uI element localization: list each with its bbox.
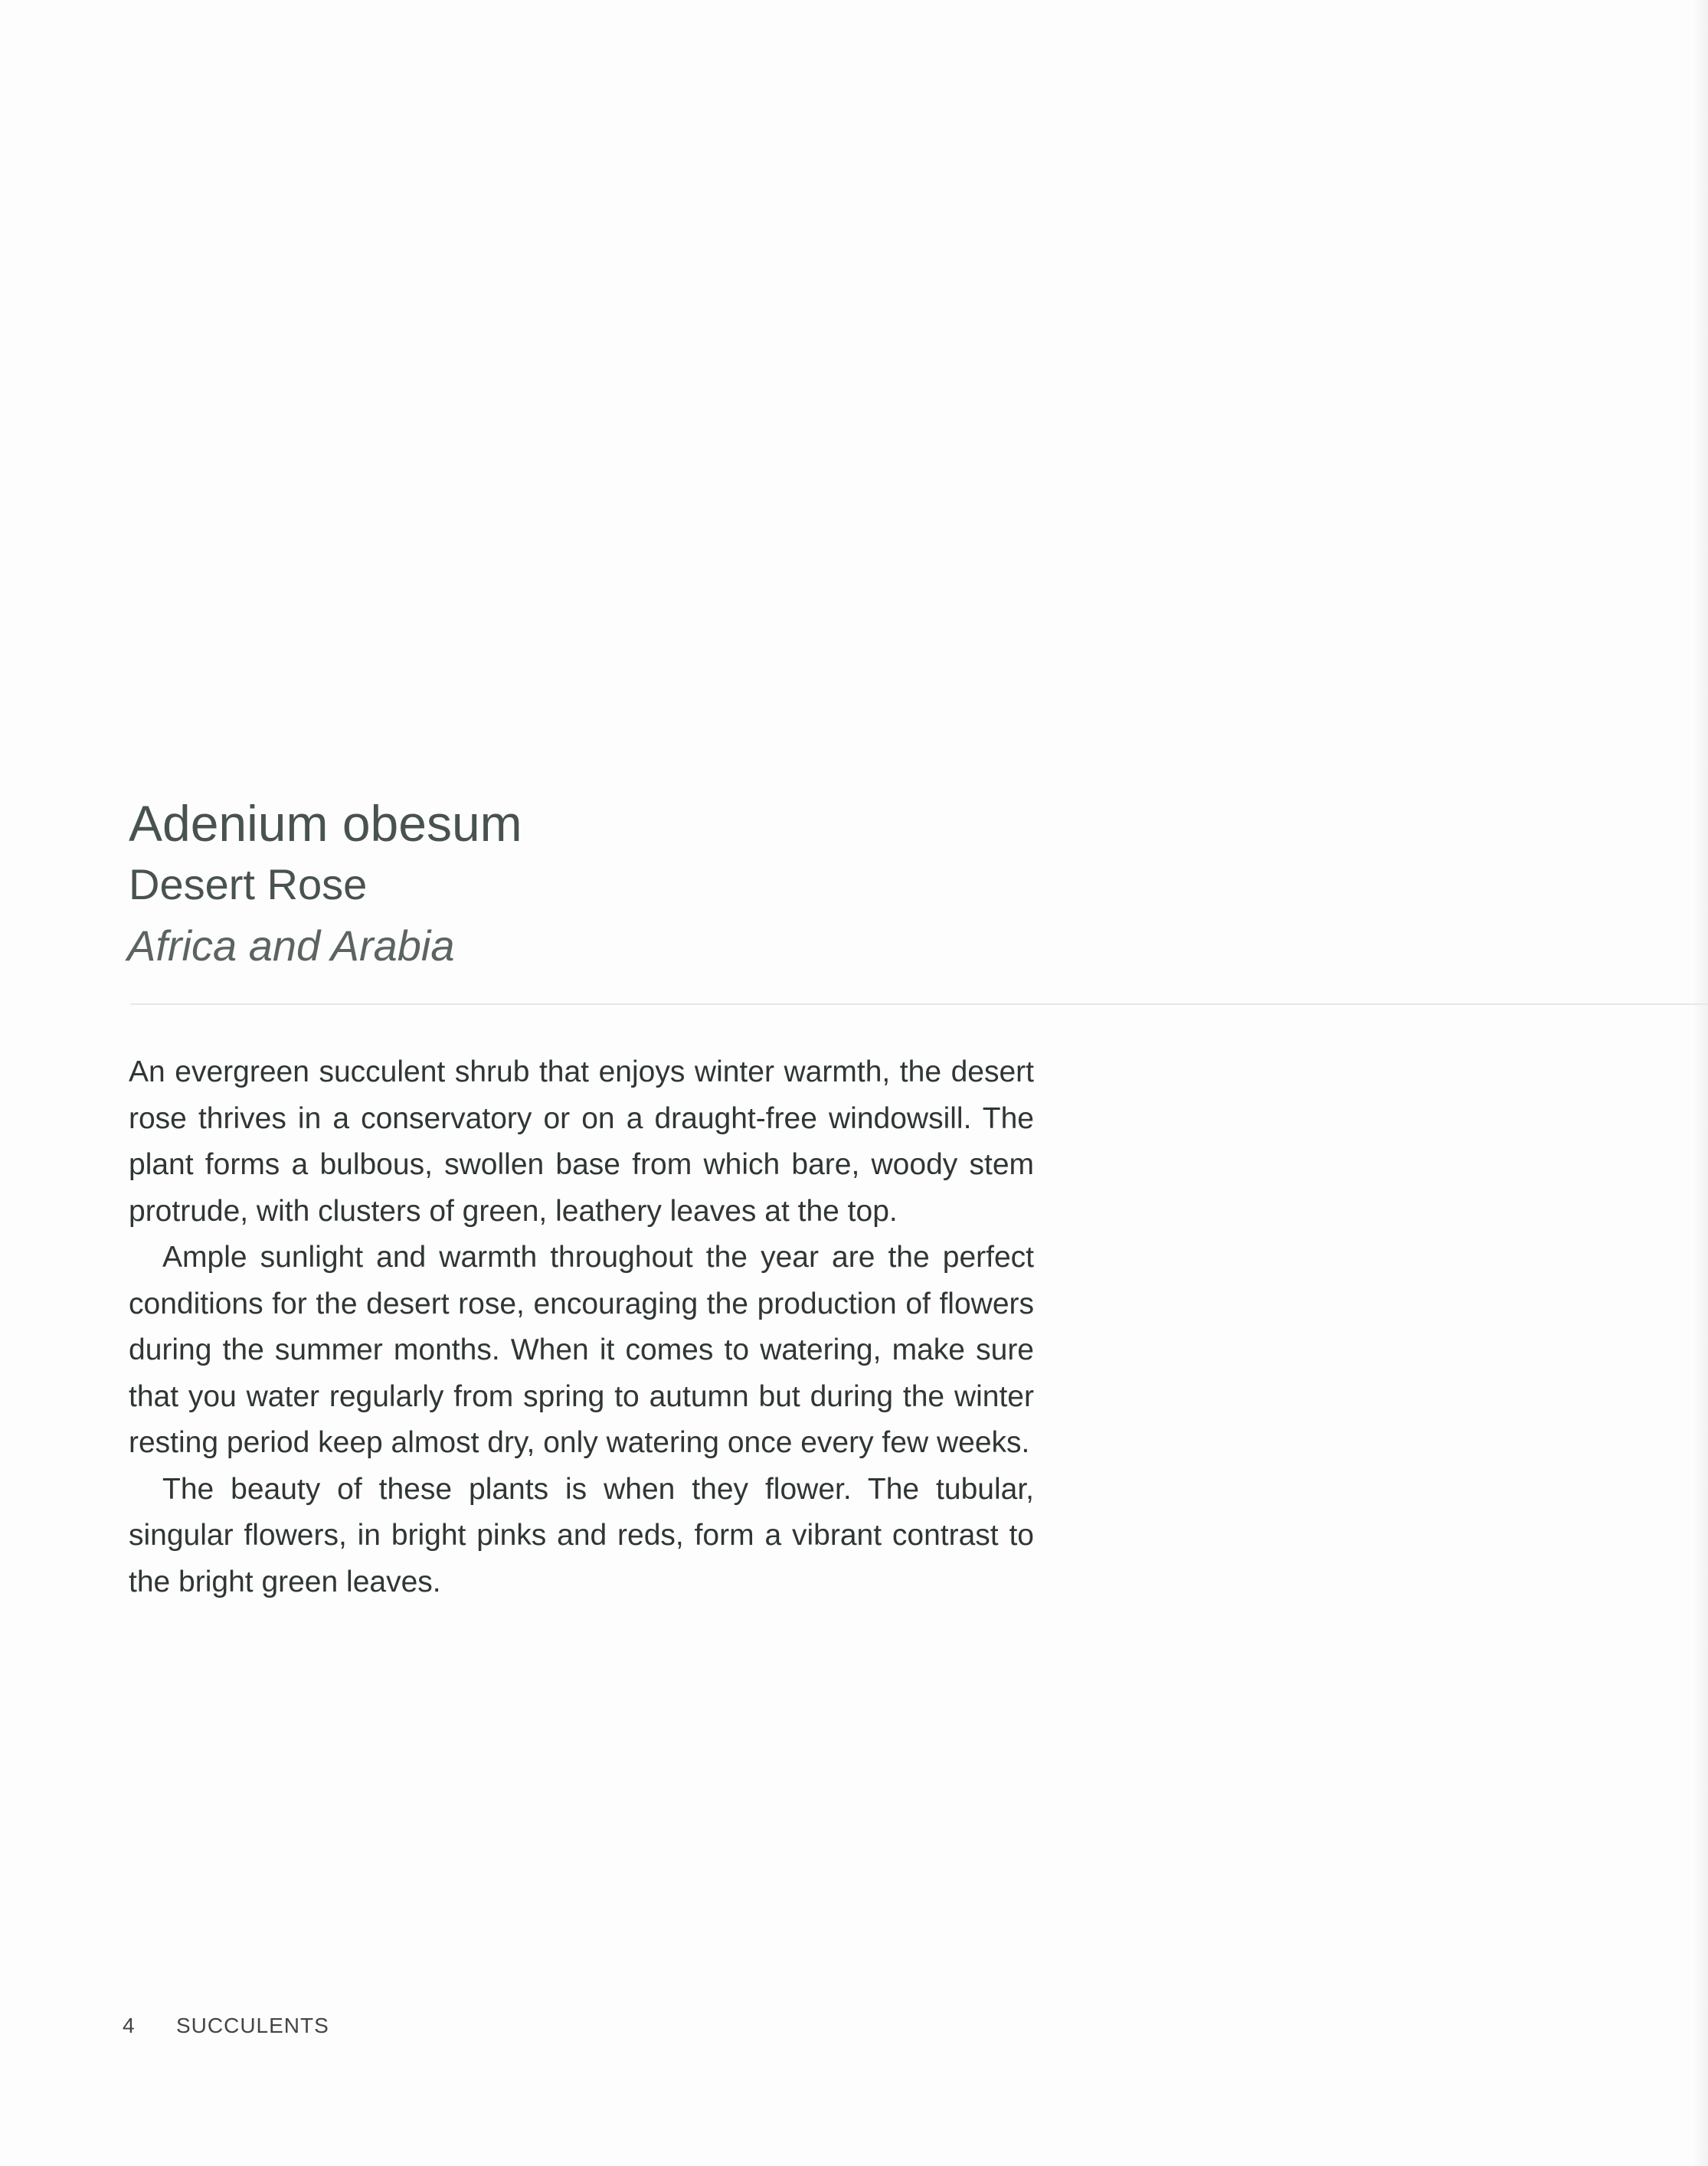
common-name-subheading: Desert Rose bbox=[129, 860, 368, 908]
body-text bbox=[129, 1049, 1034, 1605]
body-paragraph: Ample sunlight and warmth throughout the year are the perfect conditions for the desert rose, encouraging the production of flowers during the summer months. When it comes to watering, make sure that you water regularly from spring to autumn but during the winter resting period keep almost dry, only watering once every few weeks. bbox=[129, 1241, 1034, 1459]
page-edge-shadow bbox=[1694, 0, 1708, 2166]
section-running-footer: SUCCULENTS bbox=[176, 2014, 329, 2037]
body-paragraph: An evergreen succulent shrub that enjoys winter warmth, the desert rose thrives in a conservatory or on a draught-free windowsill. The plant forms a bulbous, swollen base from which bare, woody stem protrude, with clusters of green, leathery leaves at the top. bbox=[129, 1055, 1034, 1228]
botanical-name-heading: Adenium obesum bbox=[129, 795, 522, 852]
divider-rule bbox=[130, 1003, 1708, 1005]
body-paragraph: The beauty of these plants is when they flower. The tubular, singular flowers, in bright pinks and reds, form a vibrant contrast to the bright green leaves. bbox=[129, 1472, 1034, 1598]
origin-subheading: Africa and Arabia bbox=[127, 921, 455, 970]
page-number: 4 bbox=[123, 2014, 135, 2037]
